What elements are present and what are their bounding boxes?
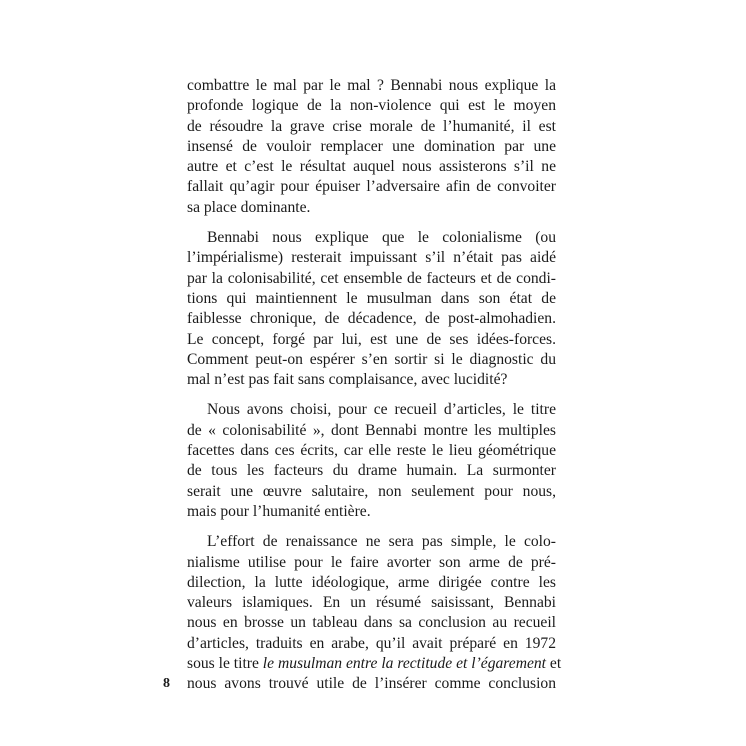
text-line: de tous les facteurs du drame humain. La surmonter [187,462,556,480]
book-title-italic: le musulman entre la rectitude et l’égarement [262,655,547,673]
text-line: profonde logique de la non-violence qui est le moyen [187,97,556,115]
text-line: Nous avons choisi, pour ce recueil d’articles, le titre [207,401,556,419]
text-line: Comment peut-on espérer s’en sortir si le diagnostic du [187,350,556,368]
text-line: l’impérialisme) resterait impuissant s’il n’était pas aidé [187,249,556,267]
text-line: Bennabi nous explique que le colonialisme (ou [207,229,556,247]
text-line: mais pour l’humanité entière. [187,502,371,520]
text-line: d’articles, traduits en arabe, qu’il avait préparé en 1972 [187,634,556,652]
text-line: sa place dominante. [187,198,311,216]
paragraph-1 [187,76,556,218]
paragraph-2 [187,228,556,390]
text-line: serait une œuvre salutaire, non seulement pour nous, [187,482,556,500]
text-line: par la colonisabilité, cet ensemble de facteurs et de condi- [187,269,556,287]
paragraph-3 [187,400,556,522]
text-line-with-title [187,654,562,674]
text-line: nialisme utilise pour le faire avorter son arme de pré- [187,553,556,571]
text-line: L’effort de renaissance ne sera pas simple, le colo- [207,533,556,551]
paragraph-4 [187,532,562,694]
body-text [187,76,562,695]
text-line: nous en brosse un tableau dans sa conclusion au recueil [187,614,556,632]
text-line: valeurs islamiques. En un résumé saisissant, Bennabi [187,594,556,612]
text-line: de « colonisabilité », dont Bennabi montre les multiples [187,421,556,439]
text-line: nous avons trouvé utile de l’insérer comme conclusion [187,675,556,693]
title-suffix: et [546,655,562,673]
text-line: dilection, la lutte idéologique, arme dirigée contre les [187,573,556,591]
text-line: mal n’est pas fait sans complaisance, avec lucidité? [187,371,508,389]
title-prefix: sous le titre [187,655,263,673]
text-line: Le concept, forgé par lui, est une de ses idées-forces. [187,330,556,348]
text-line: autre et c’est le résultat auquel nous assisterons s’il ne [187,158,556,176]
page-number: 8 [163,676,170,691]
text-line: faiblesse chronique, de décadence, de post-almohadien. [187,310,556,328]
text-line: de résoudre la grave crise morale de l’humanité, il est [187,117,556,135]
text-line: tions qui maintiennent le musulman dans son état de [187,289,556,307]
text-line: facettes dans ces écrits, car elle reste le lieu géométrique [187,442,556,460]
text-line: insensé de vouloir remplacer une domination par une [187,137,556,155]
text-line: combattre le mal par le mal ? Bennabi nous explique la [187,77,556,94]
text-line: fallait qu’agir pour épuiser l’adversaire afin de convoiter [187,178,556,196]
